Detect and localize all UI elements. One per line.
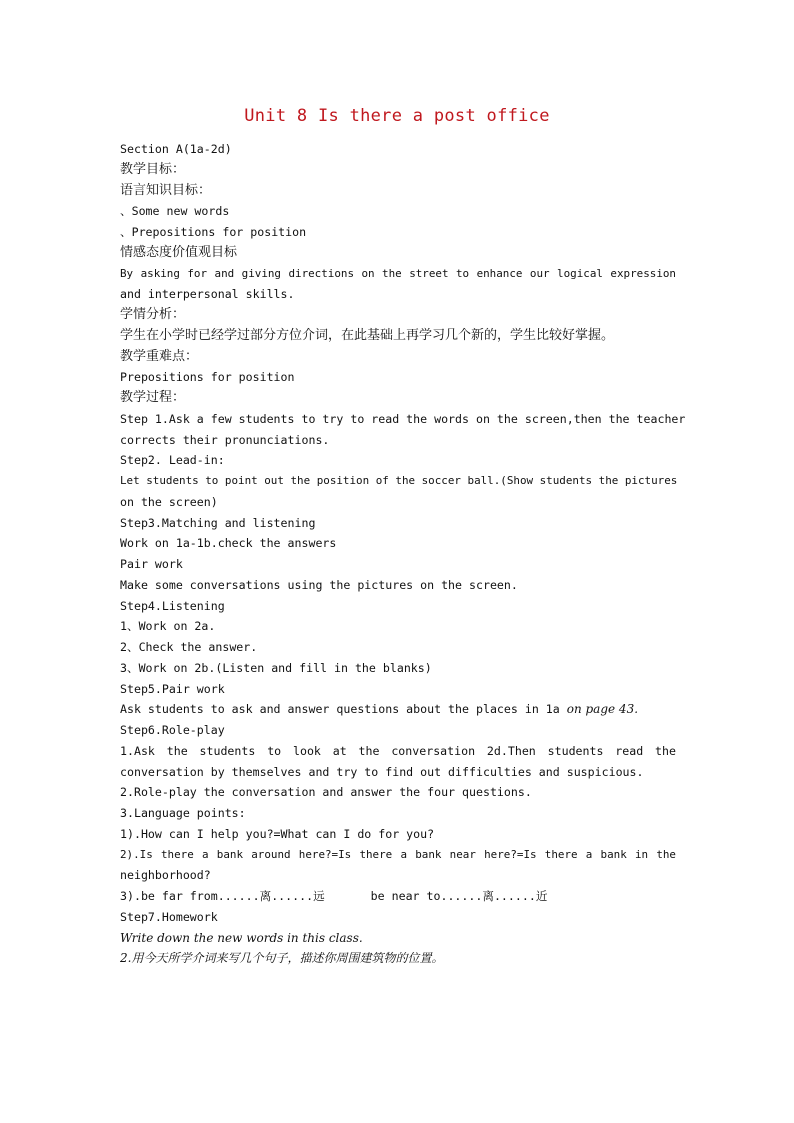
step-heading: Step7.Homework <box>120 909 218 924</box>
heading-key-points: 教学重难点： <box>120 348 199 364</box>
paragraph-text: Ask students to ask and answer questions about the places in 1a <box>120 702 567 717</box>
paragraph-line: Make some conversations using the pictures on the screen. <box>120 577 518 592</box>
heading-teaching-objectives: 教学目标： <box>120 161 186 177</box>
list-item: 2).Is there a bank around here?=Is there a bank near here?=Is there a bank in the <box>120 847 676 861</box>
heading-teaching-process: 教学过程： <box>120 390 186 405</box>
paragraph-line: corrects their pronunciations. <box>120 432 330 447</box>
phrase-far-from: 3).be far from......离......远 <box>120 889 325 903</box>
phrase-near-to: be near to......离......近 <box>370 889 548 903</box>
list-item: 、Prepositions for position <box>120 225 307 239</box>
paragraph-line: 1.Ask the students to look at the conversation 2d.Then students read the <box>120 743 676 758</box>
step-heading: Step2. Lead-in: <box>120 453 225 468</box>
paragraph-line: on the screen) <box>120 494 218 509</box>
homework-item: Write down the new words in this class. <box>120 930 363 945</box>
heading-language-knowledge: 语言知识目标： <box>120 182 212 198</box>
step-heading: Step5.Pair work <box>120 681 225 696</box>
document-body <box>120 139 686 969</box>
homework-item: 2.用今天所学介词来写几个句子，描述你周围建筑物的位置。 <box>120 951 444 966</box>
list-item: 、Some new words <box>120 204 230 219</box>
heading-student-analysis: 学情分析： <box>120 307 186 322</box>
paragraph-line: 3.Language points: <box>120 806 246 820</box>
list-item <box>120 886 676 907</box>
list-item: 2、Check the answer. <box>120 640 258 654</box>
heading-emotional-goals: 情感态度价值观目标 <box>120 244 238 260</box>
section-heading: Section A(1a-2d) <box>120 142 232 156</box>
paragraph-line: Prepositions for position <box>120 370 295 385</box>
list-item: 1、Work on 2a. <box>120 619 216 634</box>
paragraph-line: neighborhood? <box>120 868 211 883</box>
paragraph-line: 2.Role-play the conversation and answer the four questions. <box>120 785 532 800</box>
paragraph-line: conversation by themselves and try to find out difficulties and suspicious. <box>120 764 644 779</box>
step-heading: Step6.Role-play <box>120 723 225 737</box>
step-heading: Step4.Listening <box>120 598 225 613</box>
paragraph-line: and interpersonal skills. <box>120 287 295 302</box>
paragraph-line: Pair work <box>120 557 183 571</box>
page-reference: on page 43. <box>566 702 639 717</box>
page-title: Unit 8 Is there a post office <box>244 106 550 126</box>
list-item: 1).How can I help you?=What can I do for you? <box>120 826 435 841</box>
paragraph-line: Work on 1a-1b.check the answers <box>120 536 337 551</box>
paragraph-line: Step 1.Ask a few students to try to read the words on the screen,then the teacher <box>120 411 686 426</box>
paragraph-line: Let students to point out the position of the soccer ball.(Show students the pictures <box>120 474 678 487</box>
paragraph-line: 学生在小学时已经学过部分方位介词，在此基础上再学习几个新的，学生比较好掌握。 <box>120 327 615 343</box>
paragraph-line: By asking for and giving directions on the street to enhance our logical expression <box>120 266 676 280</box>
paragraph-line <box>120 699 676 720</box>
list-item: 3、Work on 2b.(Listen and fill in the blanks) <box>120 660 432 675</box>
step-heading: Step3.Matching and listening <box>120 515 316 530</box>
